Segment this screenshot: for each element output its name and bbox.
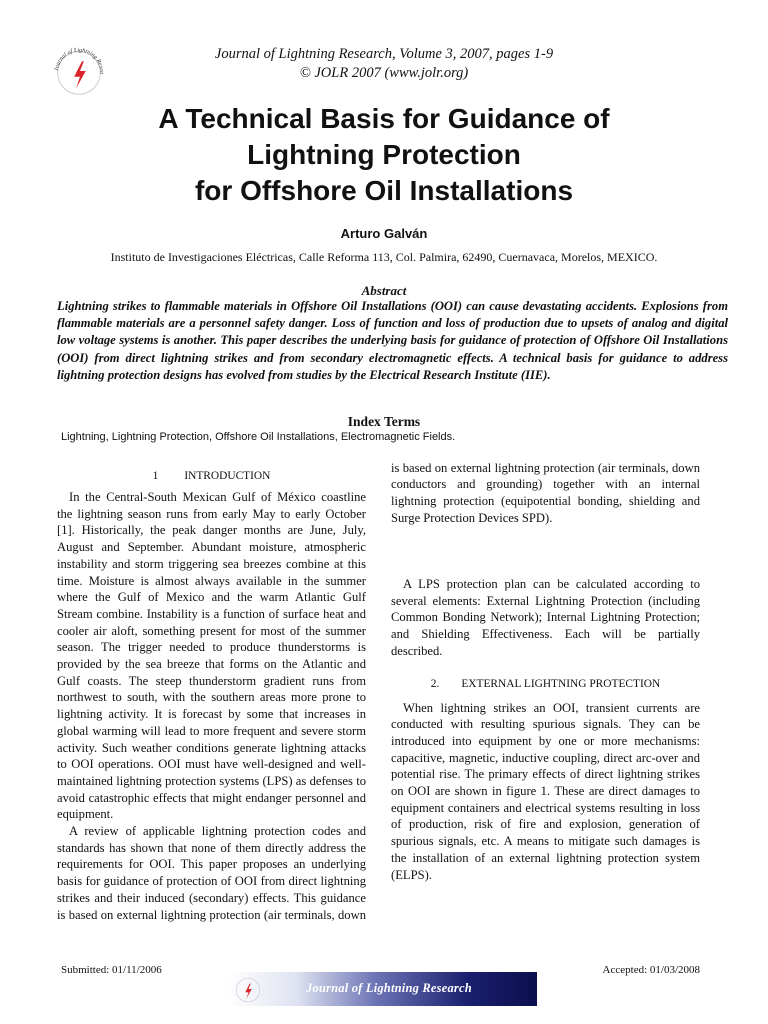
accepted-date: Accepted: 01/03/2008 (602, 964, 700, 976)
intro-paragraph-3: A LPS protection plan can be calculated according to several elements: External Lightning Protection (including Common Bonding Network); Internal Lightning Protection; and Shielding Effectiveness. Each will be partially described. (391, 577, 700, 658)
intro-paragraph-1: In the Central-South Mexican Gulf of México coastline the lightning season runs from early May to early October [1]. Historically, the peak danger months are June, July, August and September. Abundant moisture, atmospheric instability and storm triggering sea breezes combine at this time. Moisture is almost always available in the summer where the Gulf of Mexico and the warm Atlantic Gulf Stream combine. Instability is a function of surface heat and cooler air aloft, something present for most of the summer season. The trigger needed to produce thunderstorms is provided by the sea breeze that forms on the Atlantic and Gulf coasts. The steep thunderstorm gradient runs from northwest to south, with the southern areas more prone to lightning activity. It is forecast by some that increases in global warming will lead to more frequent and severe storm activity. Such weather conditions generate lightning attacks to OOI operations. OOI must have well-designed and well-maintained lightning protection systems (LPS) as defenses to avoid catastrophic effects that might endanger personnel and equipment. (57, 490, 366, 822)
section-2-number: 2. (430, 677, 440, 690)
section-2-heading (391, 676, 700, 692)
journal-citation: Journal of Lightning Research, Volume 3, 2007, pages 1-9 (214, 46, 554, 62)
abstract-text: Lightning strikes to flammable materials in Offshore Oil Installations (OOI) can cause devastating accidents. Explosions from flammable materials are a personnel safety danger. Loss of function and loss of production due to upsets of analog and digital low voltage systems is another. This paper describes the underlying basis for guidance of protection of Offshore Oil Installations (OOI) from direct lightning strikes and from secondary electromagnetic effects. A technical basis for guidance to address lightning protection designs has evolved from studies by the Electrical Research Institute (IIE). (57, 299, 728, 382)
section-1-heading (57, 468, 366, 484)
title-line-3: for Offshore Oil Installations (194, 175, 574, 206)
section-1-number: 1 (152, 470, 159, 482)
abstract-heading: Abstract (361, 283, 407, 298)
footer-lightning-bolt-icon (245, 984, 251, 999)
section-1-title: INTRODUCTION (184, 470, 271, 482)
paper-title (0, 101, 768, 209)
footer-banner (228, 972, 537, 1006)
title-line-2: Lightning Protection (247, 139, 521, 170)
copyright-notice: © JOLR 2007 (www.jolr.org) (299, 65, 469, 81)
logo-text: Journal of Lightning Resea (53, 47, 105, 75)
right-column (391, 459, 700, 883)
title-line-1: A Technical Basis for Guidance of (158, 103, 610, 134)
author-affiliation: Instituto de Investigaciones Eléctricas, Calle Reforma 113, Col. Palmira, 62490, Cuernavaca, Morelos, MEXICO. (110, 250, 658, 264)
intro-paragraph-2-continued (391, 459, 700, 576)
section-2-paragraph-1: When lightning strikes an OOI, transient currents are conducted with resulting spurious signals. They can be introduced into equipment by one or more mechanisms: capacitive, magnetic, inductive coupling, direct arc-over and potential rise. The primary effects of direct lightning strikes on OOI are shown in figure 1. These are direct damages to equipment containers and electrical systems resulting in loss of production, risk of fire and explosion, generation of spurious signals, etc. A means to mitigate such damages is the installation of an external lightning protection system (ELPS). (391, 700, 700, 882)
footer-journal-logo (232, 973, 264, 1005)
intro-paragraph-2-overflow: is based on external lightning protection (air terminals, down conductors and grounding) together with an internal lightning protection (equipotential bonding, shielding and Surge Protection Devices SPD). (391, 460, 700, 525)
intro-paragraph-2: A review of applicable lightning protection codes and standards has shown that none of them directly address the requirements for OOI. This paper proposes an underlying basis for guidance of protection of OOI from direct lightning strikes and their induced (secondary) effects. This guidance is based on external lightning protection (air terminals, down (57, 824, 366, 922)
submitted-date: Submitted: 01/11/2006 (61, 964, 162, 976)
left-column (57, 460, 366, 923)
index-terms-text: Lightning, Lightning Protection, Offshore Oil Installations, Electromagnetic Fields. (61, 431, 456, 443)
author-name: Arturo Galván (340, 226, 428, 241)
footer-banner-text: Journal of Lightning Research (306, 981, 472, 995)
section-2-title: EXTERNAL LIGHTNING PROTECTION (461, 677, 661, 690)
index-terms-heading: Index Terms (347, 414, 421, 429)
